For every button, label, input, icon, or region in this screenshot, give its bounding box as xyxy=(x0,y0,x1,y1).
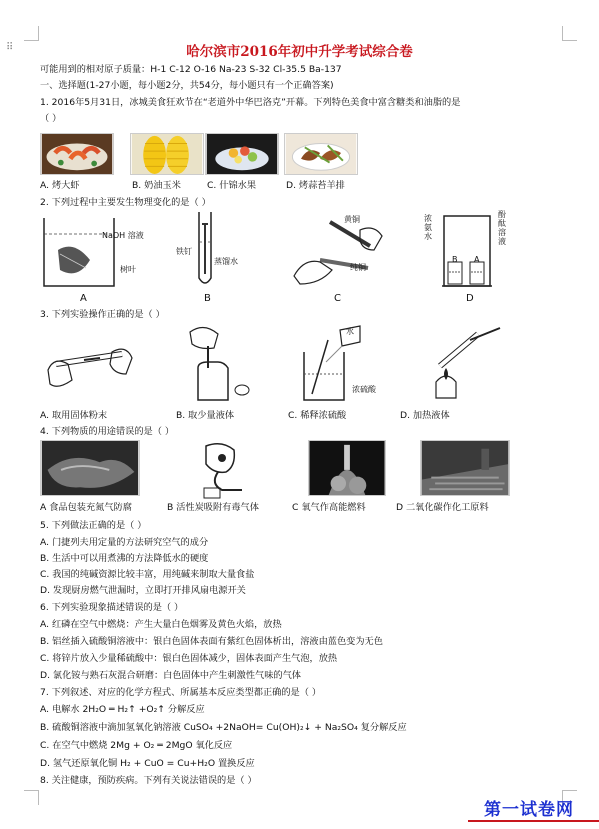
site-watermark: 第一试卷网 xyxy=(484,800,574,820)
question-8-stem: 8. 关注健康，预防疾病。下列有关说法错误的是（ ） xyxy=(40,775,257,786)
solid-powder-figure xyxy=(44,330,134,400)
question-4-option-a[interactable]: A 食品包装充氮气防腐 xyxy=(40,502,132,513)
leaf-label: 树叶 xyxy=(120,265,136,274)
question-3-option-d[interactable]: D. 加热液体 xyxy=(400,410,450,421)
figure-label-a: A xyxy=(80,293,87,304)
distilled-water-label: 蒸馏水 xyxy=(214,257,238,266)
question-6-option-c[interactable]: C. 将锌片放入少量稀硫酸中：银白色固体减少，固体表面产生气泡，放热 xyxy=(40,653,338,664)
beaker-a-label: A xyxy=(474,255,480,264)
question-5-option-d[interactable]: D. 发现厨房燃气泄漏时，立即打开排风扇电源开关 xyxy=(40,585,246,596)
figure-label-d: D xyxy=(466,293,474,304)
question-3-option-c[interactable]: C. 稀释浓硫酸 xyxy=(288,410,347,421)
atomic-masses: 可能用到的相对原子质量：H-1 C-12 O-16 Na-23 S-32 Cl-35.5 Ba-137 xyxy=(40,64,342,75)
question-2-stem: 2. 下列过程中主要发生物理变化的是（ ） xyxy=(40,197,211,208)
brass-label: 黄铜 xyxy=(344,215,360,224)
question-1-stem-blank: （ ） xyxy=(40,113,62,124)
question-7-option-d[interactable]: D. 氢气还原氧化铜 H₂ + CuO = Cu+H₂O 置换反应 xyxy=(40,758,255,769)
question-3-option-b[interactable]: B. 取少量液体 xyxy=(176,410,235,421)
question-5-option-a[interactable]: A. 门捷列夫用定量的方法研究空气的成分 xyxy=(40,537,209,548)
iron-nail-label: 铁钉 xyxy=(176,247,192,256)
naoh-solution-label: NaOH 溶液 xyxy=(102,231,144,240)
conc-sulfuric-label: 浓硫酸 xyxy=(352,385,376,394)
fruit-salad-image xyxy=(205,133,279,175)
exam-title: 哈尔滨市2016年初中升学考试综合卷 xyxy=(186,44,413,60)
question-6-option-b[interactable]: B. 铝丝插入硫酸铜溶液中：银白色固体表面有紫红色固体析出，溶液由蓝色变为无色 xyxy=(40,636,383,647)
question-1-option-c[interactable]: C. 什锦水果 xyxy=(207,180,257,191)
lamb-chops-image xyxy=(284,133,358,175)
question-5-stem: 5. 下列做法正确的是（ ） xyxy=(40,520,147,531)
question-4-option-b[interactable]: B 活性炭吸附有毒气体 xyxy=(167,502,259,513)
question-6-option-a[interactable]: A. 红磷在空气中燃烧：产生大量白色烟雾及黄色火焰，放热 xyxy=(40,619,282,630)
question-6-stem: 6. 下列实验现象描述错误的是（ ） xyxy=(40,602,184,613)
heating-tube-figure xyxy=(420,326,510,404)
grilled-shrimp-image xyxy=(40,133,114,175)
question-7-option-c[interactable]: C. 在空气中燃烧 2Mg + O₂ ═ 2MgO 氧化反应 xyxy=(40,740,233,751)
chemical-plant-image xyxy=(420,440,510,496)
question-1-option-b[interactable]: B. 奶油玉米 xyxy=(132,180,181,191)
buttered-corn-image xyxy=(130,133,204,175)
phenolphthalein-label: 酚酞溶液 xyxy=(498,210,506,246)
question-5-option-c[interactable]: C. 我国的纯碱资源比较丰富，用纯碱来制取大量食盐 xyxy=(40,569,255,580)
ammonia-phenolphthalein-figure xyxy=(426,212,496,292)
question-7-option-a[interactable]: A. 电解水 2H₂O ═ H₂↑ +O₂↑ 分解反应 xyxy=(40,704,205,715)
question-5-option-b[interactable]: B. 生活中可以用煮沸的方法降低水的硬度 xyxy=(40,553,209,564)
figure-label-c: C xyxy=(334,293,341,304)
ammonia-label: 浓氨水 xyxy=(424,214,432,241)
pure-copper-label: 纯铜 xyxy=(350,263,366,272)
question-3-stem: 3. 下列实验操作正确的是（ ） xyxy=(40,309,165,320)
beaker-leaf-figure xyxy=(38,210,138,292)
question-4-stem: 4. 下列物质的用途错误的是（ ） xyxy=(40,426,175,437)
question-1-option-a[interactable]: A. 烤大虾 xyxy=(40,180,80,191)
question-7-stem: 7. 下列叙述、对应的化学方程式、所属基本反应类型都正确的是（ ） xyxy=(40,687,322,698)
question-4-option-c[interactable]: C 氧气作高能燃料 xyxy=(292,502,366,513)
question-3-option-a[interactable]: A. 取用固体粉末 xyxy=(40,410,108,421)
question-6-option-d[interactable]: D. 氯化铵与熟石灰混合研磨：白色固体中产生刺激性气味的气体 xyxy=(40,670,301,681)
beaker-b-label: B xyxy=(452,255,458,264)
question-4-option-d[interactable]: D 二氧化碳作化工原料 xyxy=(396,502,489,513)
watermark-underline xyxy=(468,820,599,822)
page-corner-mark xyxy=(24,26,39,41)
page-corner-mark xyxy=(562,26,577,41)
water-label: 水 xyxy=(346,327,354,336)
gas-mask-figure xyxy=(186,440,256,500)
question-7-option-b[interactable]: B. 硫酸铜溶液中滴加氢氧化钠溶液 CuSO₄ +2NaOH= Cu(OH)₂↓ + Na₂SO₄ 复分解反应 xyxy=(40,722,407,733)
page-corner-mark xyxy=(24,790,39,805)
test-tube-nail-figure xyxy=(185,208,235,292)
question-1-stem: 1. 2016年5月31日，冰城美食狂欢节在“老道外中华巴洛克”开幕。下列特色美食中富含糖类和油脂的是 xyxy=(40,97,461,108)
rocket-launch-image xyxy=(308,440,386,496)
brass-copper-scratch-figure xyxy=(290,210,390,292)
dropper-bottle-figure xyxy=(184,322,254,404)
food-packaging-image xyxy=(40,440,140,496)
figure-label-b: B xyxy=(204,293,211,304)
section-heading: 一、选择题(1-27小题，每小题2分，共54分，每小题只有一个正确答案) xyxy=(40,80,334,91)
question-1-option-d[interactable]: D. 烤蒜苔羊排 xyxy=(286,180,345,191)
drag-handle-icon[interactable]: ⠿ xyxy=(6,42,15,53)
